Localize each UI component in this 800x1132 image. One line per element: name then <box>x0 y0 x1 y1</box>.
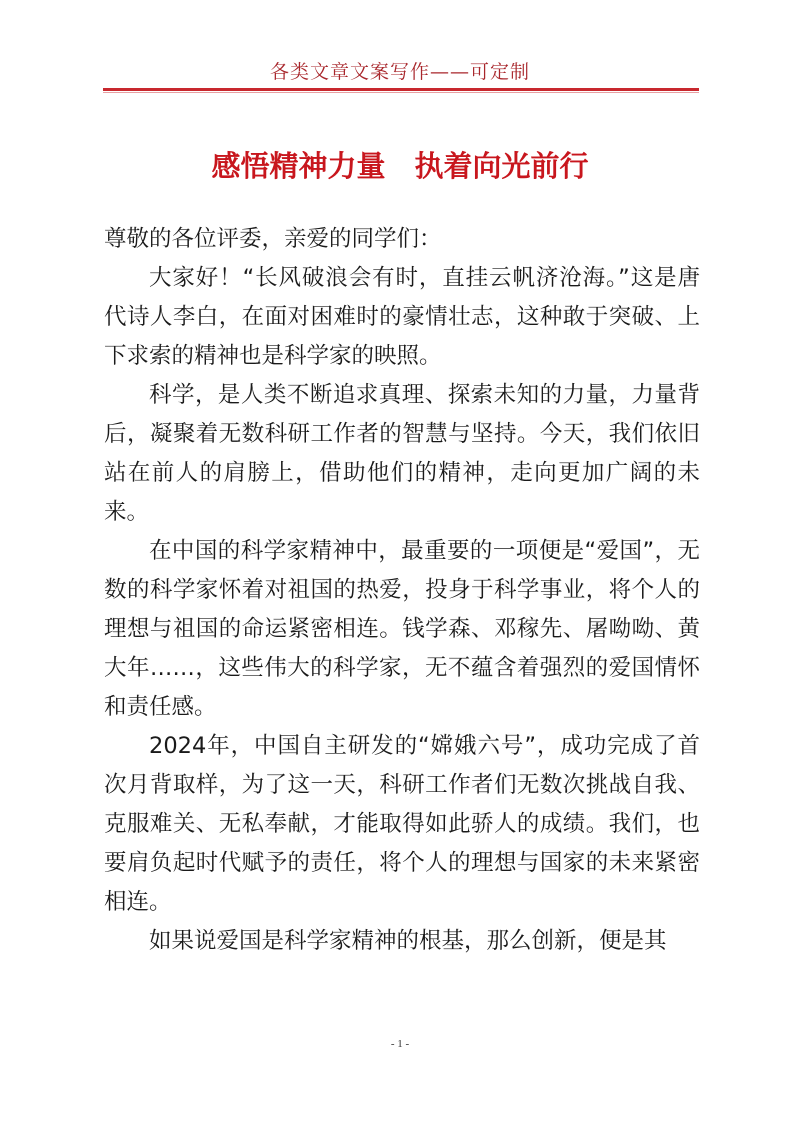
salutation: 尊敬的各位评委，亲爱的同学们： <box>104 226 442 252</box>
document-body <box>104 220 700 961</box>
paragraph: 2024年，中国自主研发的“嫦娥六号”，成功完成了首次月背取样，为了这一天，科研工作者们无数次挑战自我、克服难关、无私奉献，才能取得如此骄人的成绩。我们，也要肩负起时代赋予的责任，将个人的理想与国家的未来紧密相连。 <box>104 733 700 915</box>
document-title: 感悟精神力量 执着向光前行 <box>211 149 589 183</box>
header-banner-text: 各类文章文案写作——可定制 <box>269 61 530 83</box>
paragraph: 如果说爱国是科学家精神的根基，那么创新，便是其 <box>149 928 667 954</box>
header-divider-shadow <box>103 92 699 93</box>
header-divider <box>103 88 699 91</box>
paragraph: 在中国的科学家精神中，最重要的一项便是“爱国”，无数的科学家怀着对祖国的热爱，投身于科学事业，将个人的理想与祖国的命运紧密相连。钱学森、邓稼先、屠呦呦、黄大年……，这些伟大的科学家，无不蕴含着强烈的爱国情怀和责任感。 <box>104 538 700 720</box>
paragraph: 大家好！“长风破浪会有时，直挂云帆济沧海。”这是唐代诗人李白，在面对困难时的豪情壮志，这种敢于突破、上下求索的精神也是科学家的映照。 <box>104 265 700 369</box>
paragraph: 科学，是人类不断追求真理、探索未知的力量，力量背后，凝聚着无数科研工作者的智慧与坚持。今天，我们依旧站在前人的肩膀上，借助他们的精神，走向更加广阔的未来。 <box>104 382 700 525</box>
page-number: - 1 - <box>390 1038 410 1050</box>
